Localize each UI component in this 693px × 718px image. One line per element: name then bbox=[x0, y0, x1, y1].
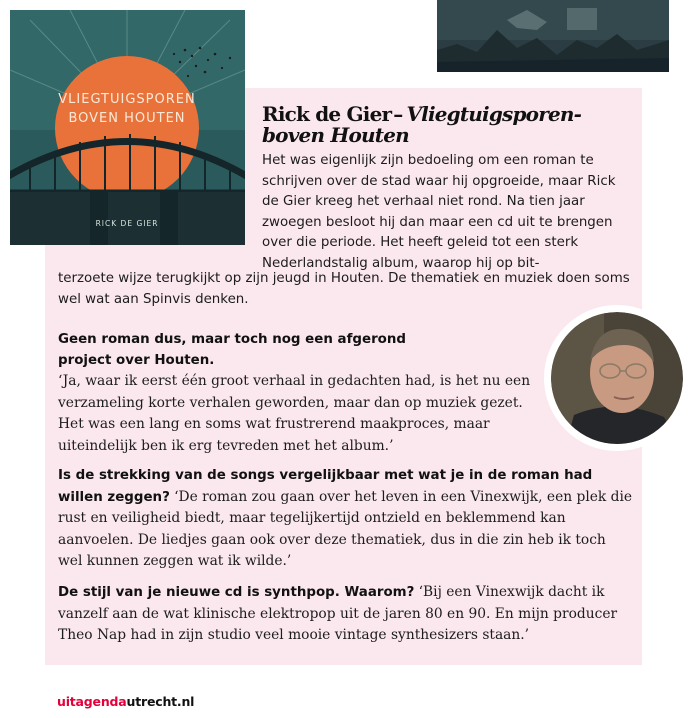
album-cover-artist: RICK DE GIER bbox=[95, 219, 159, 228]
qa-question-2: Is de strekking van de songs vergelijkbaar met wat je in de roman had willen zeggen? bbox=[58, 468, 593, 505]
album-cover-title-line1: VLIEGTUIGSPOREN bbox=[58, 92, 196, 107]
footer-brand-part1: uitagenda bbox=[57, 694, 127, 709]
artist-name: Rick de Gier bbox=[262, 102, 392, 126]
qa-question-3: De stijl van je nieuwe cd is synthpop. Waarom? bbox=[58, 585, 415, 600]
qa-question-1: Geen roman dus, maar toch nog een afgerond project over Houten. bbox=[58, 332, 406, 368]
album-cover bbox=[10, 10, 245, 245]
album-cover-title-line2: BOVEN HOUTEN bbox=[68, 111, 186, 126]
album-title: Vliegtuigsporen-boven Houten bbox=[262, 102, 582, 147]
qa-block-1 bbox=[58, 330, 548, 458]
footer-brand-part2: utrecht.nl bbox=[126, 694, 195, 709]
qa-block-2 bbox=[58, 466, 633, 573]
footer-brand-link[interactable] bbox=[57, 694, 194, 709]
article-title bbox=[262, 104, 622, 146]
header-illustration bbox=[437, 0, 669, 72]
intro-paragraph-part1: Het was eigenlijk zijn bedoeling om een roman te schrijven over de stad waar hij opgroeide, maar Rick de Gier kreeg het verhaal niet rond. Na tien jaar zwoegen besloot hij dan maar een cd uit te brengen over die periode. Het heeft geleid tot een sterk Nederlandstalig album, waarop hij op bit- bbox=[262, 153, 616, 271]
qa-answer-2: ‘De roman zou gaan over het leven in een Vinexwijk, een plek die rust en veiligheid biedt, maar tegelijkertijd ontzield en beklemmend kan aanvoelen. De liedjes gaan ook over deze thematiek, dus in die zin heb ik toch wel kunnen zeggen wat ik wilde.’ bbox=[58, 488, 633, 570]
artist-portrait bbox=[544, 305, 690, 451]
intro-paragraph-part2: terzoete wijze terugkijkt op zijn jeugd in Houten. De thematiek en muziek doen soms wel wat aan Spinvis denken. bbox=[58, 271, 630, 307]
title-separator: – bbox=[393, 102, 403, 126]
qa-answer-1: ‘Ja, waar ik eerst één groot verhaal in gedachten had, is het nu een verzameling korte verhalen geworden, maar dan op muziek gezet. Het was een lang en soms wat frustrerend maakproces, maar uiteindelijk ben ik erg tevreden met het album.’ bbox=[58, 373, 531, 454]
qa-answer-3: ‘Bij een Vinexwijk dacht ik vanzelf aan de wat klinische elektropop uit de jaren 80 en 90. En mijn producer Theo Nap had in zijn studio veel mooie vintage synthesizers staan.’ bbox=[58, 584, 618, 644]
qa-block-3 bbox=[58, 582, 633, 647]
